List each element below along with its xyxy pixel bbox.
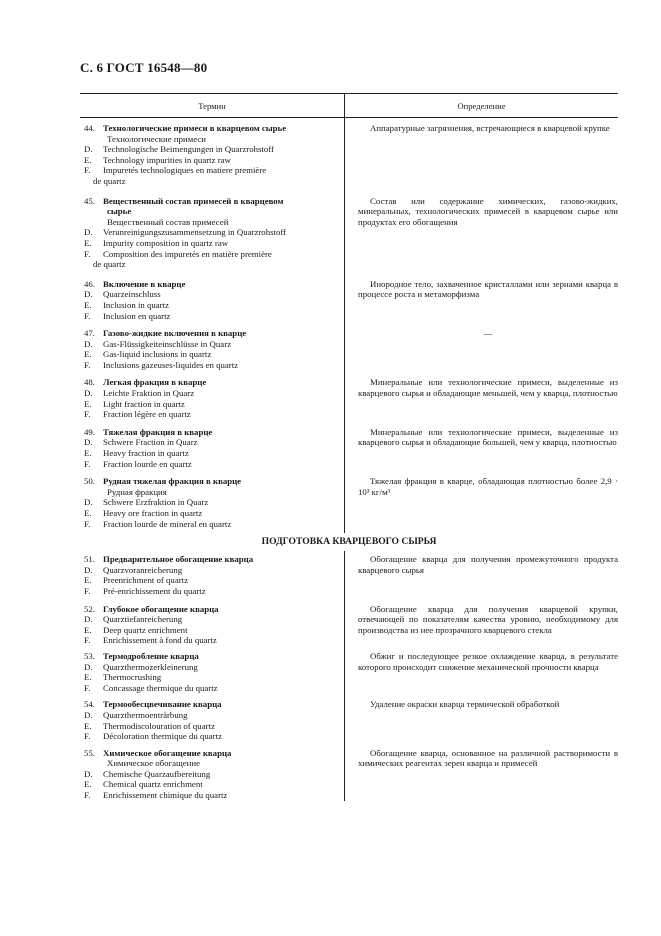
- german-term: [80, 769, 338, 780]
- term-cell: [80, 328, 344, 370]
- french-term: [80, 360, 338, 371]
- french-term-text: Composition des impuretés en matière première: [103, 248, 272, 259]
- english-term: [80, 448, 338, 459]
- french-term-text: Fraction légère en quartz: [103, 409, 191, 420]
- definition-cell: Удаление окраски кварца термической обработкой: [370, 699, 560, 710]
- term-number: 51.: [84, 554, 95, 565]
- german-term-letter: D.: [84, 564, 93, 575]
- term-synonym: Химическое обогащение: [107, 758, 201, 769]
- english-term: [80, 300, 338, 311]
- definition-cell: Минеральные или технологические примеси, выделенные из кварцевого сырья и обладающие большей, чем у кварца, плотностью: [358, 426, 618, 448]
- term-number: 52.: [84, 603, 95, 614]
- term-row: [80, 420, 618, 469]
- term-row: [80, 742, 618, 801]
- term-column-header: Термин: [80, 94, 345, 117]
- german-term-text: Leichte Fraktion in Quarz: [103, 388, 195, 399]
- term-synonym: Вещественный состав примесей: [107, 216, 229, 227]
- german-term: [80, 289, 338, 300]
- term-title: Термообесцвечивание кварца: [103, 699, 222, 710]
- french-term: [80, 165, 338, 176]
- english-term: [80, 238, 338, 249]
- french-term: [80, 409, 338, 420]
- german-term-letter: D.: [84, 709, 93, 720]
- english-term-text: Impurity composition in quartz raw: [103, 237, 229, 248]
- german-term-letter: D.: [84, 388, 93, 399]
- term-row: [80, 321, 618, 370]
- french-term-text: Impuretés technologiques en matiere première: [103, 165, 267, 176]
- german-term-letter: D.: [84, 614, 93, 625]
- term-synonym: Технологические примеси: [107, 133, 206, 144]
- definition-cell: —: [483, 328, 493, 339]
- english-term: [80, 349, 338, 360]
- english-term: [80, 508, 338, 519]
- term-cell: [80, 196, 344, 270]
- french-term-continued: de quartz: [93, 259, 126, 270]
- term-number: 48.: [84, 377, 95, 388]
- english-term: [80, 721, 338, 732]
- english-term: [80, 575, 338, 586]
- german-term: [80, 227, 338, 238]
- english-term-text: Heavy ore fraction in quartz: [103, 508, 203, 518]
- english-term-text: Heavy fraction in quartz: [103, 448, 189, 459]
- german-term: [80, 144, 338, 155]
- term-title-line: [80, 748, 338, 759]
- french-term: [80, 635, 338, 646]
- english-term-letter: E.: [84, 349, 92, 360]
- german-term-letter: D.: [84, 497, 93, 508]
- term-title: Легкая фракция в кварце: [103, 377, 207, 388]
- term-title-continued: сырье: [107, 206, 132, 217]
- term-cell: [80, 748, 344, 801]
- term-row: [80, 693, 618, 741]
- term-title-line: [80, 427, 338, 438]
- german-term: [80, 339, 338, 350]
- german-term-text: Chemische Quarzaufbereitung: [103, 768, 211, 779]
- german-term-text: Technologische Beimengungen in Quarzrohstoff: [103, 144, 274, 155]
- term-title-line: [80, 554, 338, 565]
- english-term-letter: E.: [84, 575, 92, 586]
- french-term-text: Décoloration thermique du quartz: [103, 731, 222, 742]
- term-cell: [80, 604, 344, 646]
- term-number: 45.: [84, 195, 95, 206]
- english-term-letter: E.: [84, 720, 92, 731]
- german-term-letter: D.: [84, 338, 93, 349]
- english-term-letter: E.: [84, 448, 92, 459]
- french-term-text: Inclusion en quartz: [103, 310, 171, 321]
- french-term-text: Concassage thermique du quartz: [103, 682, 218, 693]
- french-term-letter: F.: [84, 248, 91, 259]
- french-term-letter: F.: [84, 458, 91, 469]
- term-cell: [80, 377, 344, 419]
- definition-cell: Обогащение кварца для получения кварцевой крупки, отвечающей по показателям качества уровню, необходимому для производства из нее прозрачного кварцевого стекла: [358, 603, 618, 635]
- definition-cell: Обжиг и последующее резкое охлаждение кварца, в результате которого происходит снижение механической прочности кварца: [358, 650, 618, 672]
- english-term-text: Preenrichment of quartz: [103, 575, 189, 586]
- term-number: 55.: [84, 747, 95, 758]
- french-term-letter: F.: [84, 518, 91, 529]
- english-term-text: Inclusion in quartz: [103, 299, 169, 310]
- french-term-text: Enrichissement à fond du quartz: [103, 635, 217, 646]
- french-term: [80, 311, 338, 322]
- french-term-letter: F.: [84, 359, 91, 370]
- term-cell: [80, 427, 344, 469]
- french-term-text: Pré-enrichissement du quartz: [103, 585, 206, 596]
- term-row: [80, 597, 618, 646]
- french-term-letter: F.: [84, 165, 91, 176]
- term-title: Химическое обогащение кварца: [103, 747, 232, 758]
- term-cell: [80, 279, 344, 321]
- definition-cell: Инородное тело, захваченное кристаллами или зернами кварца в процессе роста и метаморфизма: [358, 278, 618, 300]
- term-title-line: [80, 604, 338, 615]
- term-title: Предварительное обогащение кварца: [103, 554, 254, 565]
- german-term-text: Gas-Flüssigkeiteinschlüsse in Quarz: [103, 338, 232, 349]
- french-term-letter: F.: [84, 790, 91, 801]
- term-title: Включение в кварце: [103, 278, 186, 289]
- term-title-line: [80, 476, 338, 487]
- german-term: [80, 614, 338, 625]
- german-term: [80, 710, 338, 721]
- term-synonym: Рудная фракция: [107, 486, 167, 497]
- term-title-line: [80, 123, 338, 134]
- english-term: [80, 155, 338, 166]
- french-term-letter: F.: [84, 731, 91, 742]
- french-term-letter: F.: [84, 682, 91, 693]
- english-term: [80, 672, 338, 683]
- table-body: [80, 118, 618, 801]
- english-term: [80, 625, 338, 636]
- german-term: [80, 437, 338, 448]
- french-term: [80, 683, 338, 694]
- english-term-letter: E.: [84, 398, 92, 409]
- term-number: 46.: [84, 278, 95, 289]
- definition-cell: Аппаратурные загрязнения, встречающиеся в кварцевой крупке: [370, 123, 610, 133]
- term-title: Глубокое обогащение кварца: [103, 603, 219, 614]
- english-term-text: Light fraction in quartz: [103, 398, 185, 409]
- french-term-continued: de quartz: [93, 175, 126, 186]
- german-term-text: Quarztiefanreicherung: [103, 614, 183, 625]
- german-term-letter: D.: [84, 144, 93, 155]
- english-term-letter: E.: [84, 672, 92, 683]
- definition-cell: Минеральные или технологические примеси, выделенные из кварцевого сырья и обладающие меньшей, чем у кварца, плотностью: [358, 377, 618, 399]
- french-term-text: Inclusions gazeuses-liquides en quartz: [103, 359, 239, 370]
- english-term-letter: E.: [84, 508, 92, 518]
- english-term-text: Gas-liquid inclusions in quartz: [103, 349, 212, 360]
- definition-cell: Состав или содержание химических, газово-жидких, минеральных, технологических примесей в кварцевом сырье или продуктах его обогащения: [358, 195, 618, 227]
- german-term: [80, 388, 338, 399]
- definition-cell: Обогащение кварца, основанное на различной растворимости в химических реагентах зерен кварца и примесей: [358, 747, 618, 769]
- term-title: Технологические примеси в кварцевом сырье: [103, 123, 287, 133]
- german-term-text: Schwere Erzfraktion in Quarz: [103, 497, 209, 508]
- term-title-line: [80, 196, 338, 207]
- german-term-text: Quarzthermozerkleinerung: [103, 661, 198, 672]
- french-term-text: Fraction lourde de mineral en quartz: [103, 518, 232, 529]
- term-title: Вещественный состав примесей в кварцевом: [103, 195, 284, 206]
- definition-cell: Обогащение кварца для получения промежуточного продукта кварцевого сырья: [358, 554, 618, 575]
- german-term: [80, 662, 338, 673]
- term-row: [80, 370, 618, 419]
- english-term-letter: E.: [84, 237, 92, 248]
- german-term-text: Verunreinigungszusammensetzung in Quarzrohstoff: [103, 227, 287, 238]
- term-cell: [80, 123, 344, 187]
- english-term-letter: E.: [84, 299, 92, 310]
- term-title-line: [80, 377, 338, 388]
- english-term-text: Chemical quartz enrichment: [103, 779, 203, 790]
- term-title: Тяжелая фракция в кварце: [103, 426, 213, 437]
- term-number: 54.: [84, 699, 95, 710]
- term-row: [80, 646, 618, 693]
- english-term-text: Thermocrushing: [103, 672, 162, 683]
- term-number: 47.: [84, 328, 95, 339]
- german-term-letter: D.: [84, 768, 93, 779]
- german-term-text: Schwere Fraction in Quarz: [103, 437, 198, 448]
- german-term-letter: D.: [84, 227, 93, 238]
- english-term-text: Technology impurities in quartz raw: [103, 154, 231, 165]
- term-title: Газово-жидкие включения в кварце: [103, 328, 247, 339]
- term-row: [80, 187, 618, 270]
- english-term-letter: E.: [84, 779, 92, 790]
- term-cell: [80, 476, 344, 529]
- term-title-line: [80, 699, 338, 710]
- term-number: 50.: [84, 476, 95, 487]
- page-header: С. 6 ГОСТ 16548—80: [80, 60, 208, 75]
- english-term-letter: E.: [84, 624, 92, 635]
- term-number: 44.: [84, 123, 95, 133]
- definition-cell: Тяжелая фракция в кварце, обладающая плотностью более 2,9 · 10³ кг/м³: [358, 476, 618, 497]
- french-term-letter: F.: [84, 585, 91, 596]
- german-term: [80, 565, 338, 576]
- term-title-line: [80, 279, 338, 290]
- french-term-text: Enrichissement chimique du quartz: [103, 790, 228, 801]
- french-term-letter: F.: [84, 635, 91, 646]
- term-number: 53.: [84, 650, 95, 661]
- table-header: [80, 94, 618, 118]
- term-row: [80, 551, 618, 596]
- term-cell: [80, 651, 344, 693]
- german-term-letter: D.: [84, 661, 93, 672]
- french-term: [80, 790, 338, 801]
- english-term: [80, 399, 338, 410]
- english-term-text: Thermodiscolouration of quartz: [103, 720, 215, 731]
- term-row: [80, 270, 618, 321]
- terms-table: [80, 93, 618, 801]
- term-number: 49.: [84, 426, 95, 437]
- section-title: ПОДГОТОВКА КВАРЦЕВОГО СЫРЬЯ: [80, 533, 618, 551]
- french-term: [80, 731, 338, 742]
- german-term-letter: D.: [84, 289, 93, 300]
- french-term-text: Fraction lourde en quartz: [103, 458, 192, 469]
- french-term-letter: F.: [84, 310, 91, 321]
- term-cell: [80, 699, 344, 741]
- french-term: [80, 519, 338, 530]
- term-title: Термодробление кварца: [103, 650, 199, 661]
- french-term-letter: F.: [84, 409, 91, 420]
- english-term-text: Deep quartz enrichment: [103, 624, 188, 635]
- english-term-letter: E.: [84, 154, 92, 165]
- term-title: Рудная тяжелая фракция в кварце: [103, 476, 242, 487]
- term-title-line: [80, 328, 338, 339]
- term-title-line: [80, 651, 338, 662]
- term-row: [80, 469, 618, 529]
- german-term-text: Quarzvoranreicherung: [103, 564, 183, 575]
- german-term-text: Quarzeinschluss: [103, 289, 161, 300]
- german-term-letter: D.: [84, 437, 93, 448]
- french-term: [80, 249, 338, 260]
- french-term: [80, 459, 338, 470]
- definition-column-header: Определение: [457, 100, 506, 111]
- german-term-text: Quarzthermoenträrbung: [103, 709, 188, 720]
- term-cell: [80, 554, 344, 596]
- german-term: [80, 497, 338, 508]
- term-row: [80, 118, 618, 187]
- french-term: [80, 586, 338, 597]
- english-term: [80, 779, 338, 790]
